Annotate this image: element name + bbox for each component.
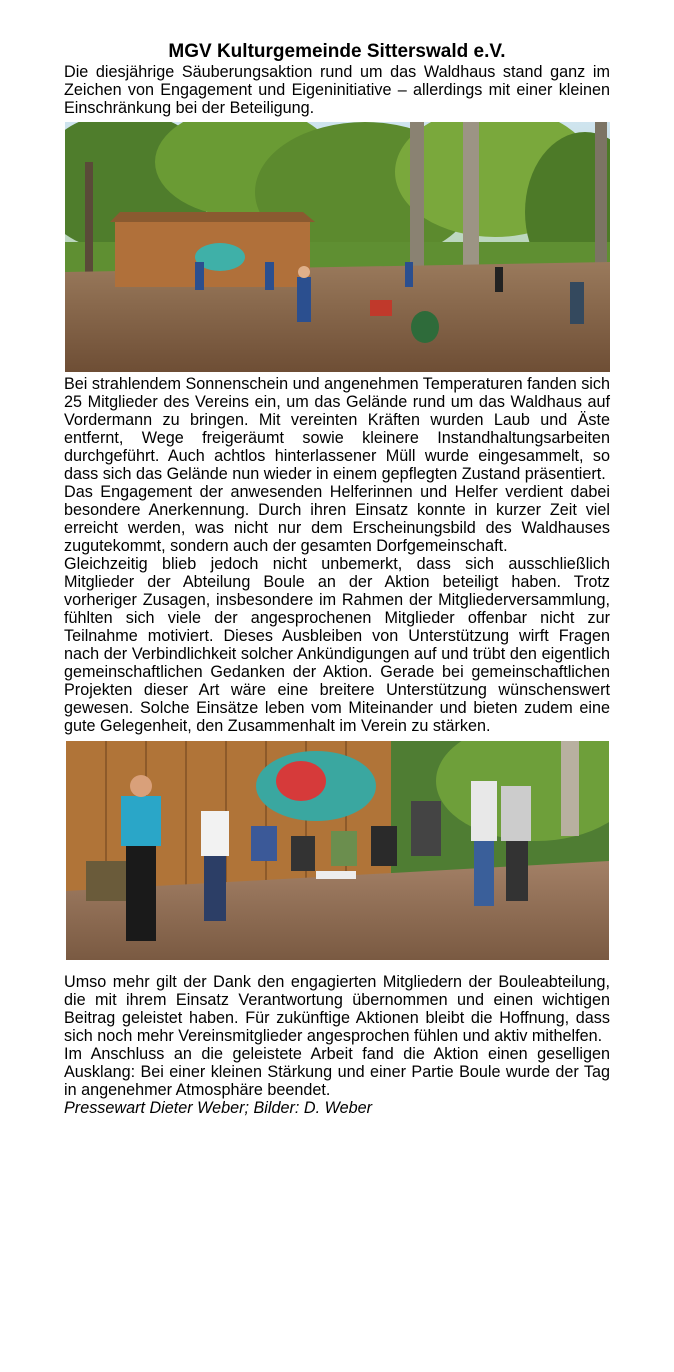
cleanup-photo-illustration xyxy=(65,122,610,372)
gathering-photo-illustration xyxy=(66,741,609,960)
paragraph-5: Im Anschluss an die geleistete Arbeit fand die Aktion einen geselligen Ausklang: Bei einer kleinen Stärkung und einer Partie Boule wurde der Tag in angenehmer Atmosphäre beendet. xyxy=(64,1045,610,1099)
photo-credit: Pressewart Dieter Weber; Bilder: D. Weber xyxy=(64,1099,372,1117)
paragraph-4: Umso mehr gilt der Dank den engagierten Mitgliedern der Bouleabteilung, die mit ihrem Einsatz Verantwortung übernommen und einen wichtigen Beitrag geleistet haben. Für zukünftige Aktionen bleibt die Hoffnung, dass sich noch mehr Vereinsmitglieder angesprochen fühlen und aktiv mithelfen. xyxy=(64,973,610,1045)
article xyxy=(64,40,610,1117)
cleanup-photo xyxy=(65,122,610,372)
paragraph-1: Bei strahlendem Sonnenschein und angenehmen Temperaturen fanden sich 25 Mitglieder des Vereins ein, um das Gelände rund um das Waldhaus auf Vordermann zu bringen. Mit vereinten Kräften wurden Laub und Äste entfernt, Wege freigeräumt sowie kleinere Instandhaltungsarbeiten durchgeführt. Auch achtlos hinterlassener Müll wurde eingesammelt, so dass sich das Gelände nun wieder in einem gepflegten Zustand präsentiert. xyxy=(64,375,610,483)
intro-paragraph: Die diesjährige Säuberungsaktion rund um das Waldhaus stand ganz im Zeichen von Engagement und Eigeninitiative – allerdings mit einer kleinen Einschränkung bei der Beteiligung. xyxy=(64,63,610,117)
article-title: MGV Kulturgemeinde Sitterswald e.V. xyxy=(168,41,506,62)
paragraph-2: Das Engagement der anwesenden Helferinnen und Helfer verdient dabei besondere Anerkennung. Durch ihren Einsatz konnte in kurzer Zeit viel erreicht werden, was nicht nur dem Erscheinungsbild des Waldhauses zugutekommt, sondern auch der gesamten Dorfgemeinschaft. xyxy=(64,483,610,555)
paragraph-3: Gleichzeitig blieb jedoch nicht unbemerkt, dass sich ausschließlich Mitglieder der Abteilung Boule an der Aktion beteiligt haben. Trotz vorheriger Zusagen, insbesondere im Rahmen der Mitgliederversammlung, fühlten sich viele der angesprochenen Mitglieder offenbar nicht zur Teilnahme motiviert. Dieses Ausbleiben von Unterstützung wirft Fragen nach der Verbindlichkeit solcher Ankündigungen auf und trübt den eigentlich gemeinschaftlichen Gedanken der Aktion. Gerade bei gemeinschaftlichen Projekten dieser Art wäre eine breitere Unterstützung wünschenswert gewesen. Solche Einsätze leben vom Miteinander und bieten zudem eine gute Gelegenheit, den Zusammenhalt im Verein zu stärken. xyxy=(64,555,610,735)
gathering-photo xyxy=(66,741,609,960)
